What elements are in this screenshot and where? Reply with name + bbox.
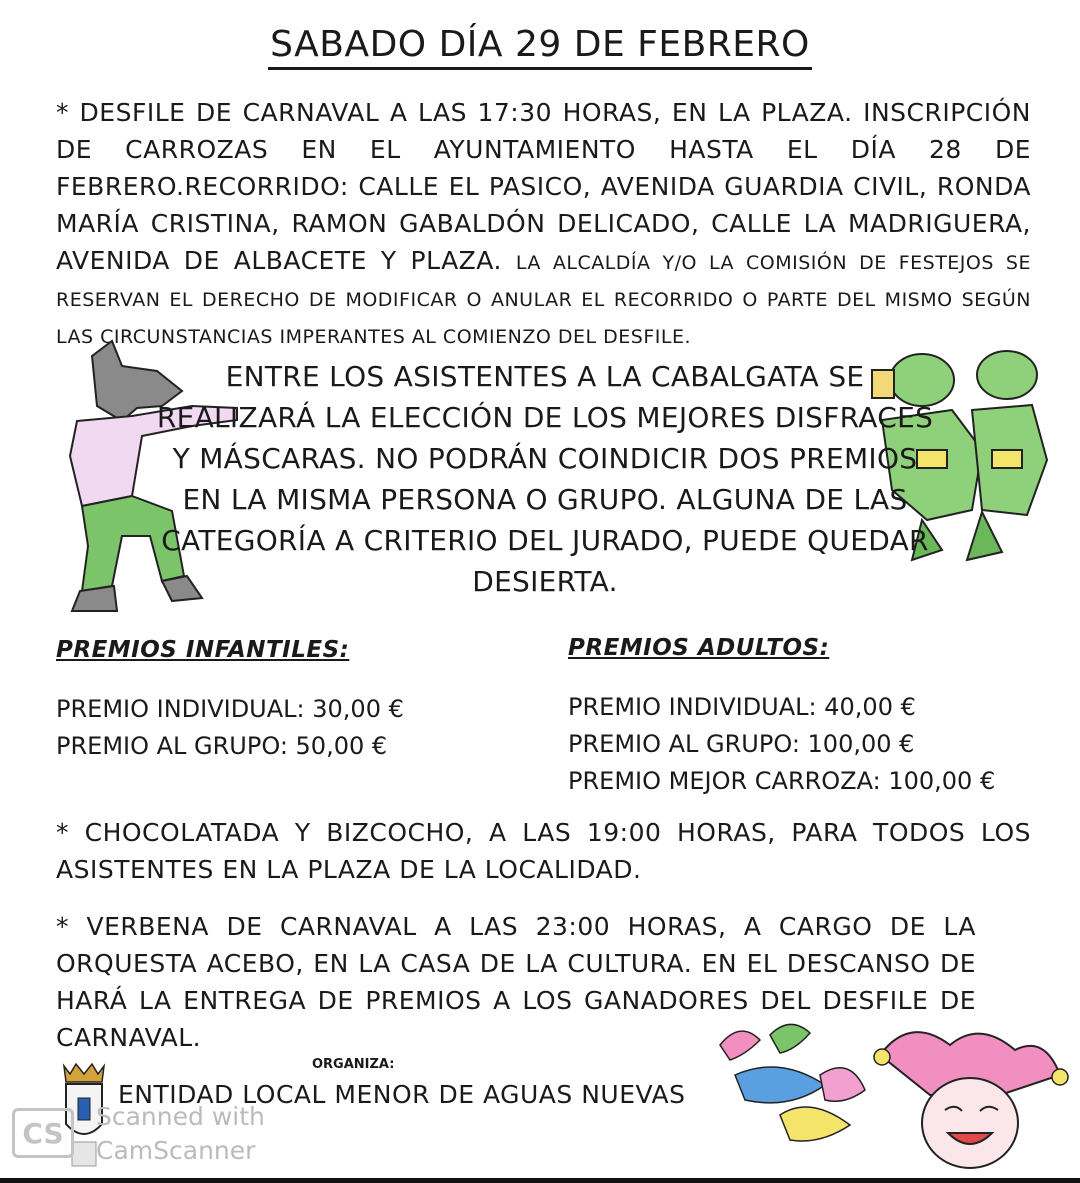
page-title: SABADO DÍA 29 DE FEBRERO xyxy=(0,24,1080,65)
bottom-edge xyxy=(0,1178,1080,1183)
premio-mejor-carroza: PREMIO MEJOR CARROZA: 100,00 € xyxy=(568,767,996,795)
desfile-text: * DESFILE DE CARNAVAL A LAS 17:30 HORAS, EN LA PLAZA. INSCRIPCIÓN DE CARROZAS EN EL AYUNTAMIENTO HASTA EL DÍA 28 DE FEBRERO.RECORRIDO: CALLE EL PASICO, AVENIDA GUARDIA CIVIL, RONDA MARÍA CRISTINA, RAMON GABALDÓN DELICADO, CALLE LA MADRIGUERA, AVENIDA DE ALBACETE Y PLAZA. xyxy=(56,98,1031,275)
premios-infantiles-heading: PREMIOS INFANTILES: xyxy=(56,637,350,663)
premios-adultos-heading: PREMIOS ADULTOS: xyxy=(568,635,830,661)
premio-infantil-grupo: PREMIO AL GRUPO: 50,00 € xyxy=(56,732,388,760)
premios-adultos xyxy=(568,630,995,800)
entidad-organizadora: ENTIDAD LOCAL MENOR DE AGUAS NUEVAS xyxy=(118,1080,686,1109)
desfile-note: LA ALCALDÍA Y/O LA COMISIÓN DE FESTEJOS SE RESERVAN EL DERECHO DE MODIFICAR O ANULAR EL RECORRIDO O PARTE DEL MISMO SEGÚN LAS CIRCUNSTANCIAS IMPERANTES AL COMIENZO DEL DESFILE. xyxy=(56,252,1031,348)
premios-infantiles xyxy=(56,632,404,765)
chocolatada-text: * CHOCOLATADA Y BIZCOCHO, A LAS 19:00 HORAS, PARA TODOS LOS ASISTENTES EN LA PLAZA DE LA LOCALIDAD. xyxy=(56,818,1031,884)
eleccion-text: ENTRE LOS ASISTENTES A LA CABALGATA SE REALIZARÁ LA ELECCIÓN DE LOS MEJORES DISFRACES Y MÁSCARAS. NO PODRÁN COINDICIR DOS PREMIOS EN LA MISMA PERSONA O GRUPO. ALGUNA DE LAS CATEGORÍA A CRITERIO DEL JURADO, PUEDE QUEDAR DESIERTA. xyxy=(156,360,934,598)
organiza-label: ORGANIZA: xyxy=(312,1057,395,1072)
verbena-text: * VERBENA DE CARNAVAL A LAS 23:00 HORAS, A CARGO DE LA ORQUESTA ACEBO, EN LA CASA DE LA CULTURA. EN EL DESCANSO DE HARÁ LA ENTREGA DE PREMIOS A LOS GANADORES DEL DESFILE DE CARNAVAL. xyxy=(56,912,976,1052)
premio-adulto-individual: PREMIO INDIVIDUAL: 40,00 € xyxy=(568,693,916,721)
camscanner-watermark: Scanned with CamScanner xyxy=(96,1102,265,1165)
carnival-masks-illustration xyxy=(700,1015,1075,1175)
desfile-section xyxy=(56,94,1031,353)
premio-adulto-grupo: PREMIO AL GRUPO: 100,00 € xyxy=(568,730,915,758)
premio-infantil-individual: PREMIO INDIVIDUAL: 30,00 € xyxy=(56,695,404,723)
camscanner-logo-icon: CS xyxy=(12,1108,74,1158)
